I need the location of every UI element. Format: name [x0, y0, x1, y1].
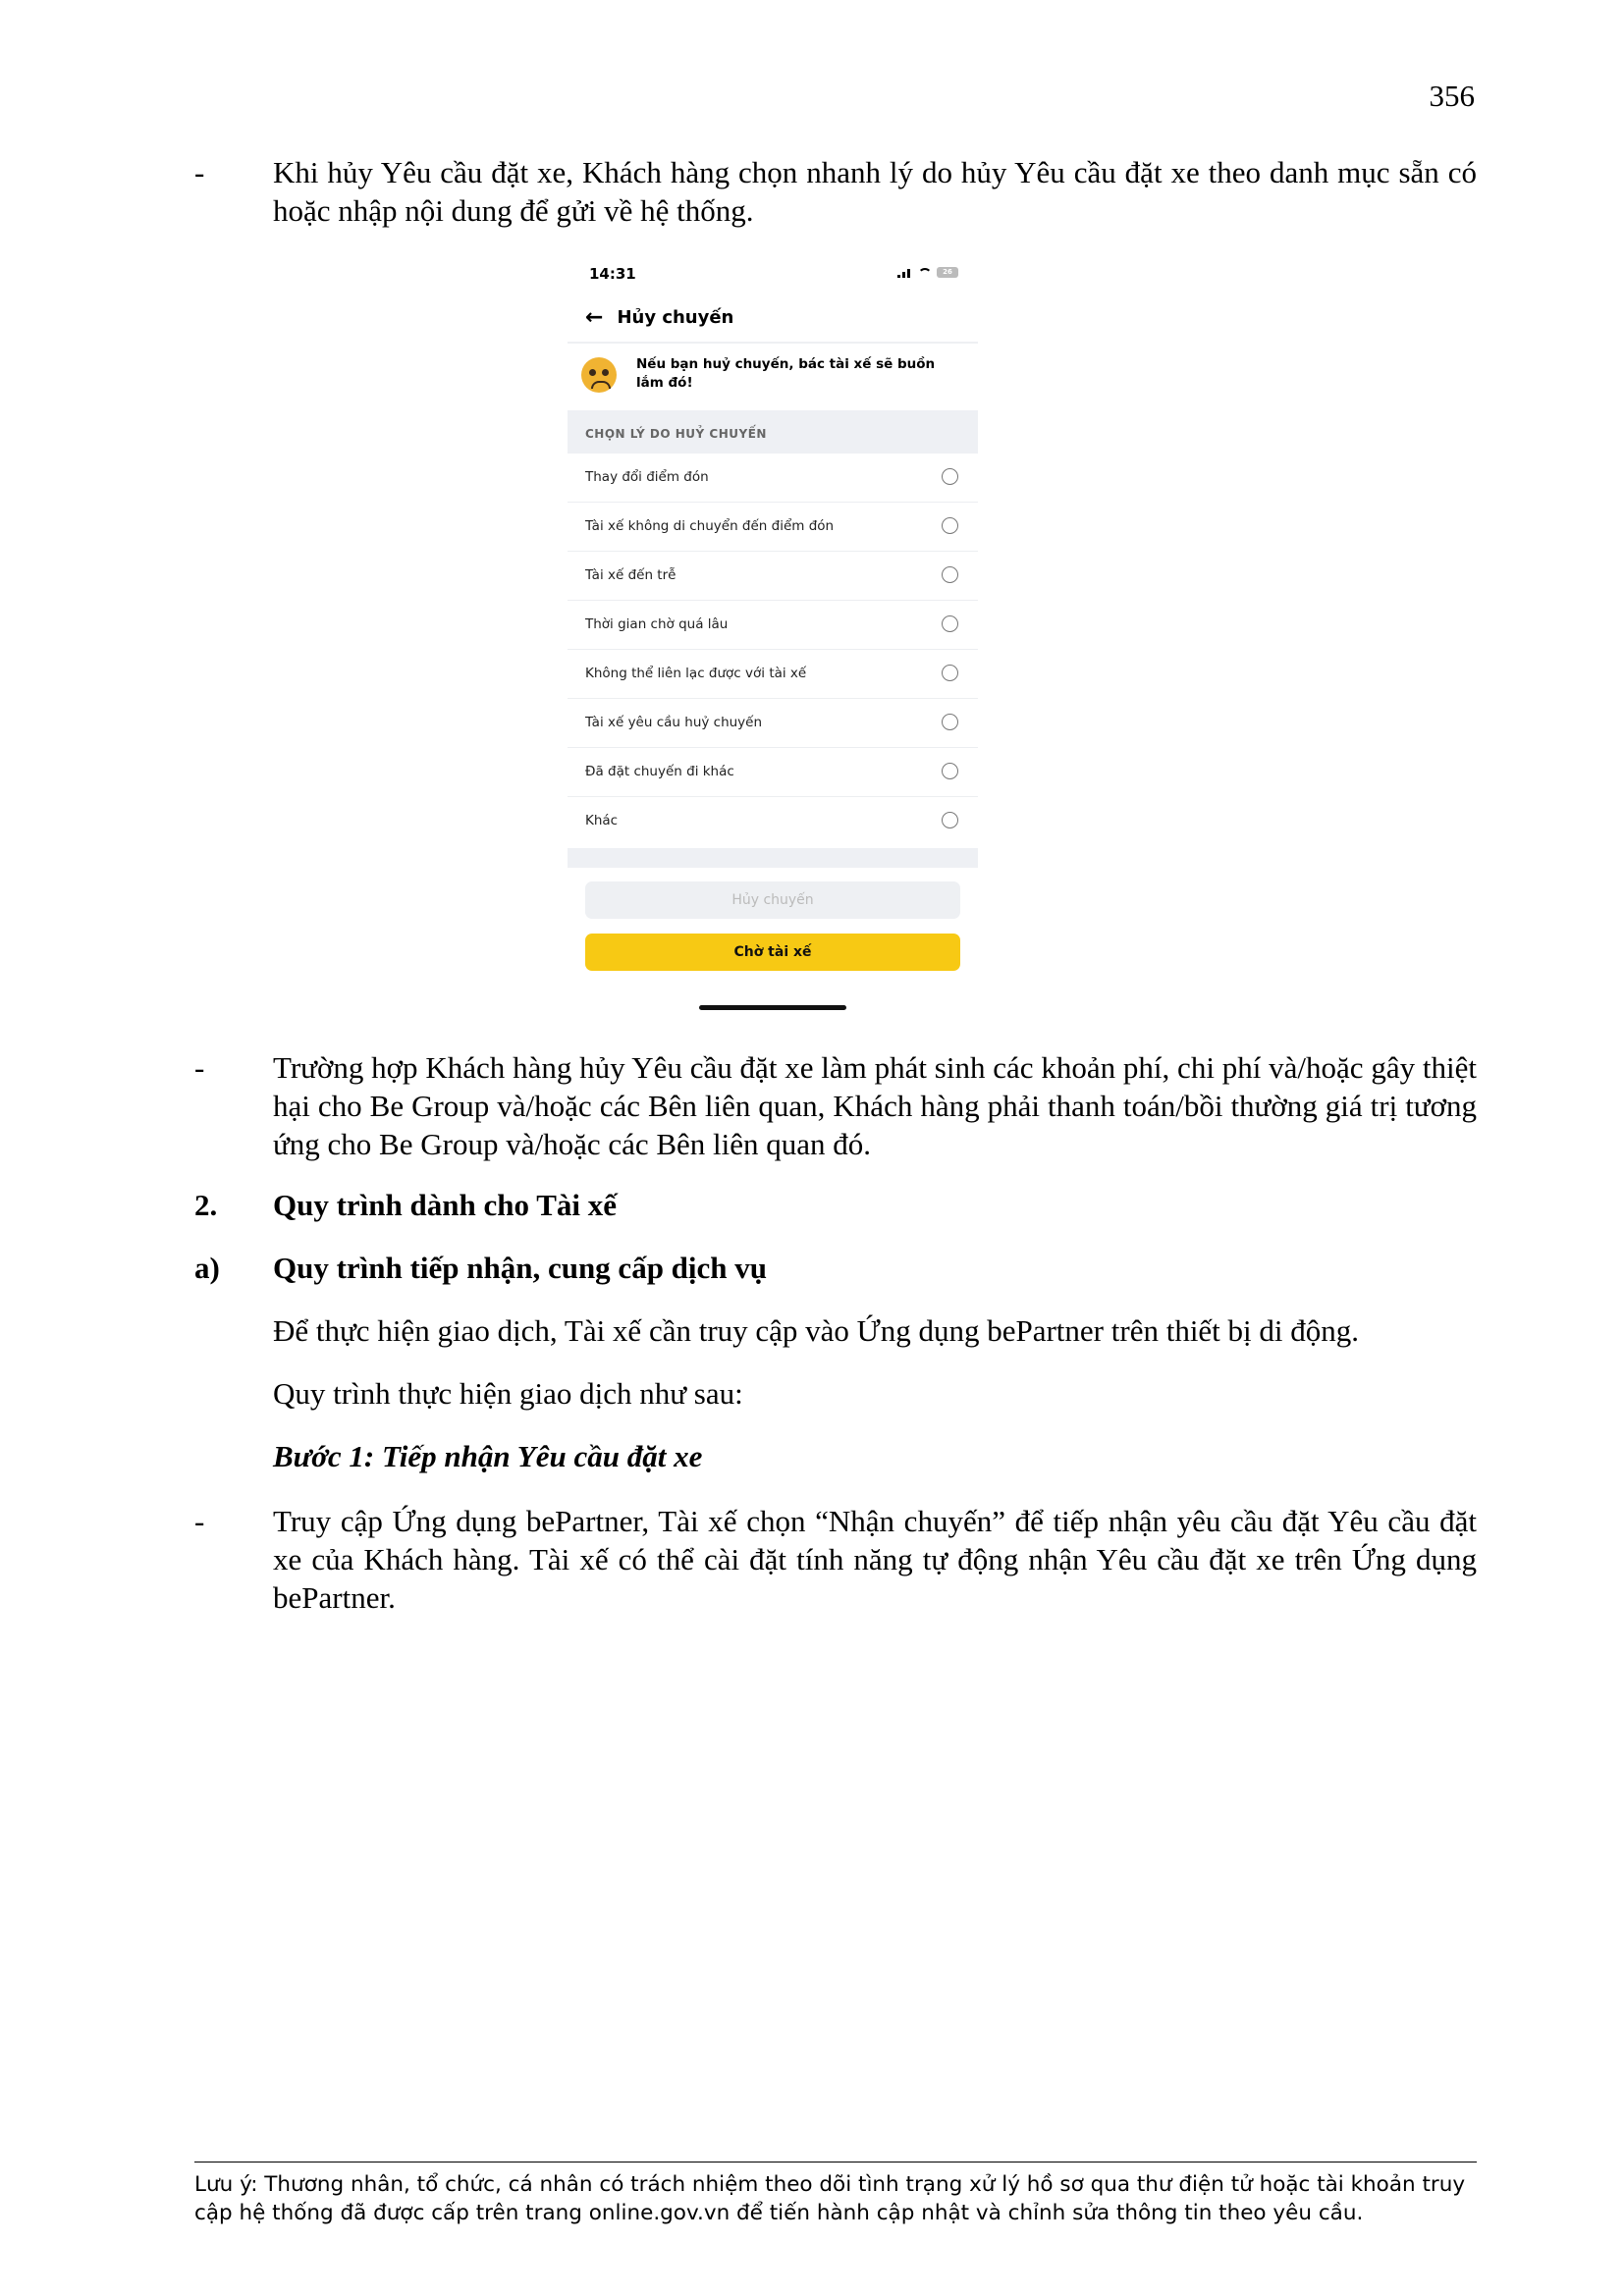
reason-label: Thay đổi điểm đón — [585, 469, 709, 485]
reason-label: Thời gian chờ quá lâu — [585, 616, 729, 632]
bullet-cancel-fees — [194, 1048, 1477, 1163]
battery-icon: 26 — [937, 267, 958, 278]
radio-button-icon[interactable] — [942, 566, 958, 583]
reason-label: Đã đặt chuyến đi khác — [585, 764, 734, 779]
reason-option[interactable] — [568, 454, 978, 503]
radio-button-icon[interactable] — [942, 763, 958, 779]
page-number: 356 — [1429, 79, 1475, 113]
heading-text: Quy trình tiếp nhận, cung cấp dịch vụ — [273, 1251, 768, 1285]
status-icons — [897, 267, 958, 278]
signal-icon — [897, 268, 913, 278]
reason-option[interactable] — [568, 503, 978, 552]
reason-section-header — [568, 410, 978, 454]
reason-option[interactable] — [568, 748, 978, 797]
section-heading-2 — [194, 1186, 617, 1224]
cancel-trip-button[interactable]: Hủy chuyến — [585, 881, 960, 919]
radio-button-icon[interactable] — [942, 517, 958, 534]
wait-driver-button[interactable]: Chờ tài xế — [585, 934, 960, 971]
reason-label: Không thể liên lạc được với tài xế — [585, 666, 807, 681]
bullet-dash: - — [194, 1050, 205, 1085]
sad-face-icon — [581, 357, 617, 393]
reason-option[interactable] — [568, 797, 978, 845]
step-title: Bước 1: Tiếp nhận Yêu cầu đặt xe — [273, 1439, 703, 1473]
warning-banner — [568, 342, 978, 412]
reason-label: Tài xế yêu cầu huỷ chuyến — [585, 715, 763, 730]
radio-button-icon[interactable] — [942, 665, 958, 681]
reason-label: Tài xế không di chuyển đến điểm đón — [585, 518, 835, 534]
radio-button-icon[interactable] — [942, 714, 958, 730]
section-label: CHỌN LÝ DO HUỶ CHUYẾN — [585, 427, 767, 441]
heading-number: 2. — [194, 1188, 218, 1222]
wifi-icon — [918, 268, 932, 278]
bullet-accept-trip — [194, 1502, 1477, 1617]
bullet-cancel-reason — [194, 153, 1477, 230]
reason-label: Tài xế đến trễ — [585, 567, 677, 583]
bullet-text: Truy cập Ứng dụng bePartner, Tài xế chọn “Nhận chuyến” để tiếp nhận yêu cầu đặt Yêu cầu đặt xe của Khách hàng. Tài xế có thể cài đặt tính năng tự động nhận Yêu cầu đặt xe trên Ứng dụng bePartner. — [273, 1504, 1477, 1615]
status-bar — [589, 265, 958, 285]
status-time: 14:31 — [589, 265, 636, 283]
reason-option[interactable] — [568, 650, 978, 699]
radio-button-icon[interactable] — [942, 812, 958, 828]
reason-option[interactable] — [568, 601, 978, 650]
cancel-trip-screenshot — [568, 253, 978, 1019]
screen-title: Hủy chuyến — [617, 306, 734, 328]
reason-label: Khác — [585, 813, 619, 828]
footer-note: Lưu ý: Thương nhân, tổ chức, cá nhân có trách nhiệm theo dõi tình trạng xử lý hồ sơ qua thư điện tử hoặc tài khoản truy cập hệ thống đã được cấp trên trang online.gov.vn để tiến hành cập nhật và chỉnh sửa thông tin theo yêu cầu. — [194, 2172, 1466, 2225]
paragraph-access: Để thực hiện giao dịch, Tài xế cần truy cập vào Ứng dụng bePartner trên thiết bị di động. — [273, 1313, 1360, 1348]
reason-option[interactable] — [568, 552, 978, 601]
bullet-text: Khi hủy Yêu cầu đặt xe, Khách hàng chọn nhanh lý do hủy Yêu cầu đặt xe theo danh mục sẵn có hoặc nhập nội dung để gửi về hệ thống. — [273, 155, 1477, 228]
reason-list — [568, 454, 978, 845]
nav-bar — [585, 302, 733, 332]
divider — [568, 848, 978, 868]
heading-text: Quy trình dành cho Tài xế — [273, 1188, 617, 1222]
home-indicator — [699, 1005, 846, 1010]
bullet-dash: - — [194, 155, 205, 189]
radio-button-icon[interactable] — [942, 468, 958, 485]
heading-number: a) — [194, 1251, 220, 1285]
warning-text: Nếu bạn huỷ chuyến, bác tài xế sẽ buồn lắm đó! — [636, 356, 936, 391]
reason-option[interactable] — [568, 699, 978, 748]
footer-divider — [194, 2162, 1477, 2163]
bullet-text: Trường hợp Khách hàng hủy Yêu cầu đặt xe làm phát sinh các khoản phí, chi phí và/hoặc gây thiệt hại cho Be Group và/hoặc các Bên liên quan, Khách hàng phải thanh toán/bồi thường giá trị tương ứng cho Be Group và/hoặc các Bên liên quan đó. — [273, 1050, 1477, 1161]
radio-button-icon[interactable] — [942, 615, 958, 632]
paragraph-process: Quy trình thực hiện giao dịch như sau: — [273, 1376, 743, 1411]
back-arrow-icon[interactable]: ← — [585, 304, 604, 330]
section-heading-a — [194, 1249, 767, 1287]
bullet-dash: - — [194, 1504, 205, 1538]
